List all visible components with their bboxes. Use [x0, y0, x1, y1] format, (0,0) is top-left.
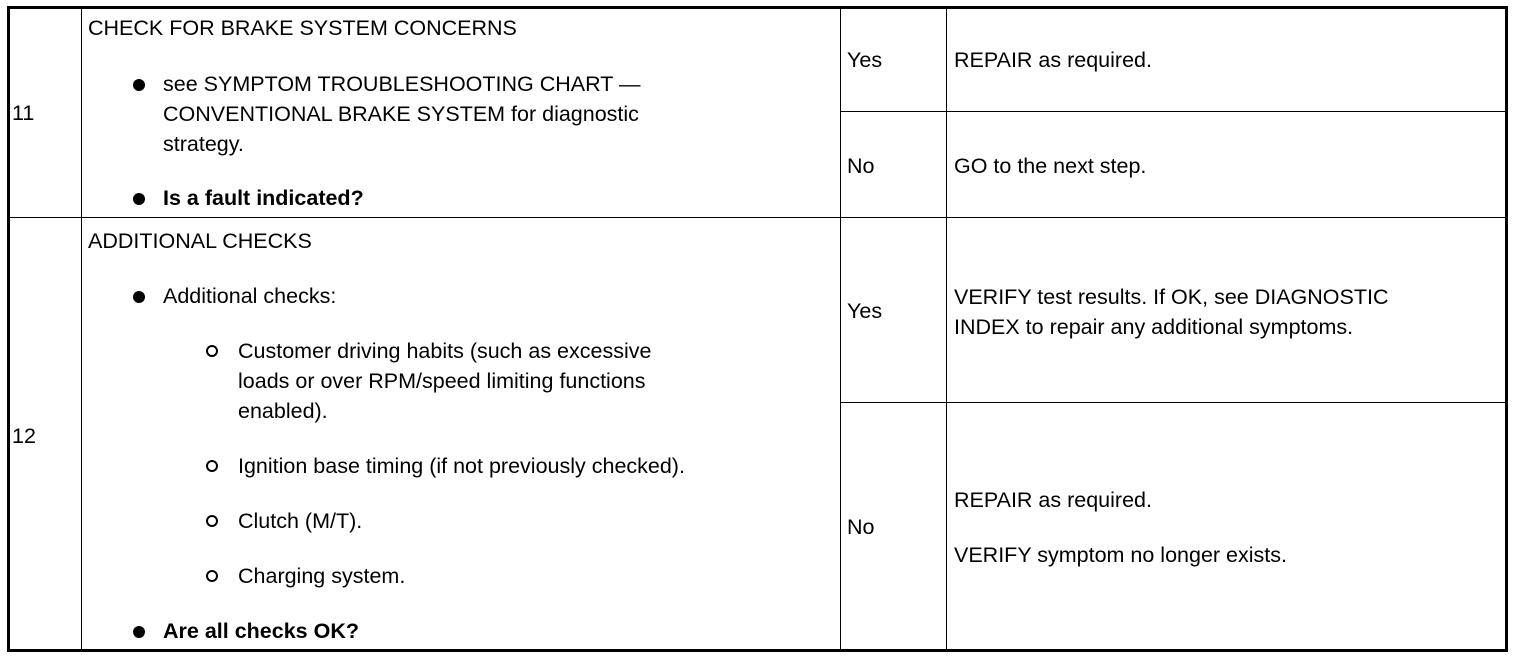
table-border-left	[7, 6, 10, 652]
step-question: Are all checks OK?	[163, 619, 359, 643]
yes-action-line: INDEX to repair any additional symptoms.	[954, 315, 1354, 339]
column-divider-step	[81, 6, 82, 652]
yes-action-line: VERIFY test results. If OK, see DIAGNOSTIC	[954, 285, 1389, 309]
sub-bullet-text-line: loads or over RPM/speed limiting functions	[238, 369, 646, 393]
column-divider-result	[946, 6, 947, 652]
column-divider-action	[840, 6, 841, 652]
row11-yes-no-divider	[840, 111, 1508, 112]
yes-label: Yes	[847, 299, 883, 323]
no-action: GO to the next step.	[954, 154, 1147, 178]
yes-action: REPAIR as required.	[954, 48, 1152, 72]
step-title: CHECK FOR BRAKE SYSTEM CONCERNS	[88, 16, 517, 40]
table-border-bottom	[7, 649, 1508, 652]
sub-bullet-text: Charging system.	[238, 564, 406, 588]
no-action-line: REPAIR as required.	[954, 488, 1152, 512]
no-label: No	[847, 515, 875, 539]
sub-bullet-text: Ignition base timing (if not previously checked).	[238, 454, 685, 478]
yes-label: Yes	[847, 48, 883, 72]
sub-bullet-icon	[206, 515, 218, 527]
sub-bullet-text-line: enabled).	[238, 399, 328, 423]
table-border-right	[1505, 6, 1508, 652]
bullet-text: Additional checks:	[163, 284, 337, 308]
bullet-icon	[133, 626, 145, 638]
step-title: ADDITIONAL CHECKS	[88, 229, 312, 253]
sub-bullet-text-line: Customer driving habits (such as excessive	[238, 339, 652, 363]
sub-bullet-text: Clutch (M/T).	[238, 509, 363, 533]
no-action-line: VERIFY symptom no longer exists.	[954, 543, 1287, 567]
bullet-text-line: see SYMPTOM TROUBLESHOOTING CHART —	[163, 72, 641, 96]
sub-bullet-icon	[206, 460, 218, 472]
step-question: Is a fault indicated?	[163, 186, 364, 210]
sub-bullet-icon	[206, 570, 218, 582]
sub-bullet-icon	[206, 345, 218, 357]
bullet-icon	[133, 193, 145, 205]
bullet-icon	[133, 79, 145, 91]
no-label: No	[847, 154, 875, 178]
bullet-icon	[133, 291, 145, 303]
step-number: 12	[12, 424, 36, 448]
row12-yes-no-divider	[840, 402, 1508, 403]
step-number: 11	[12, 101, 35, 125]
table-border-top	[7, 6, 1508, 9]
bullet-text-line: CONVENTIONAL BRAKE SYSTEM for diagnostic	[163, 102, 639, 126]
bullet-text-line: strategy.	[163, 132, 244, 156]
row-divider-11-12	[7, 217, 1508, 218]
